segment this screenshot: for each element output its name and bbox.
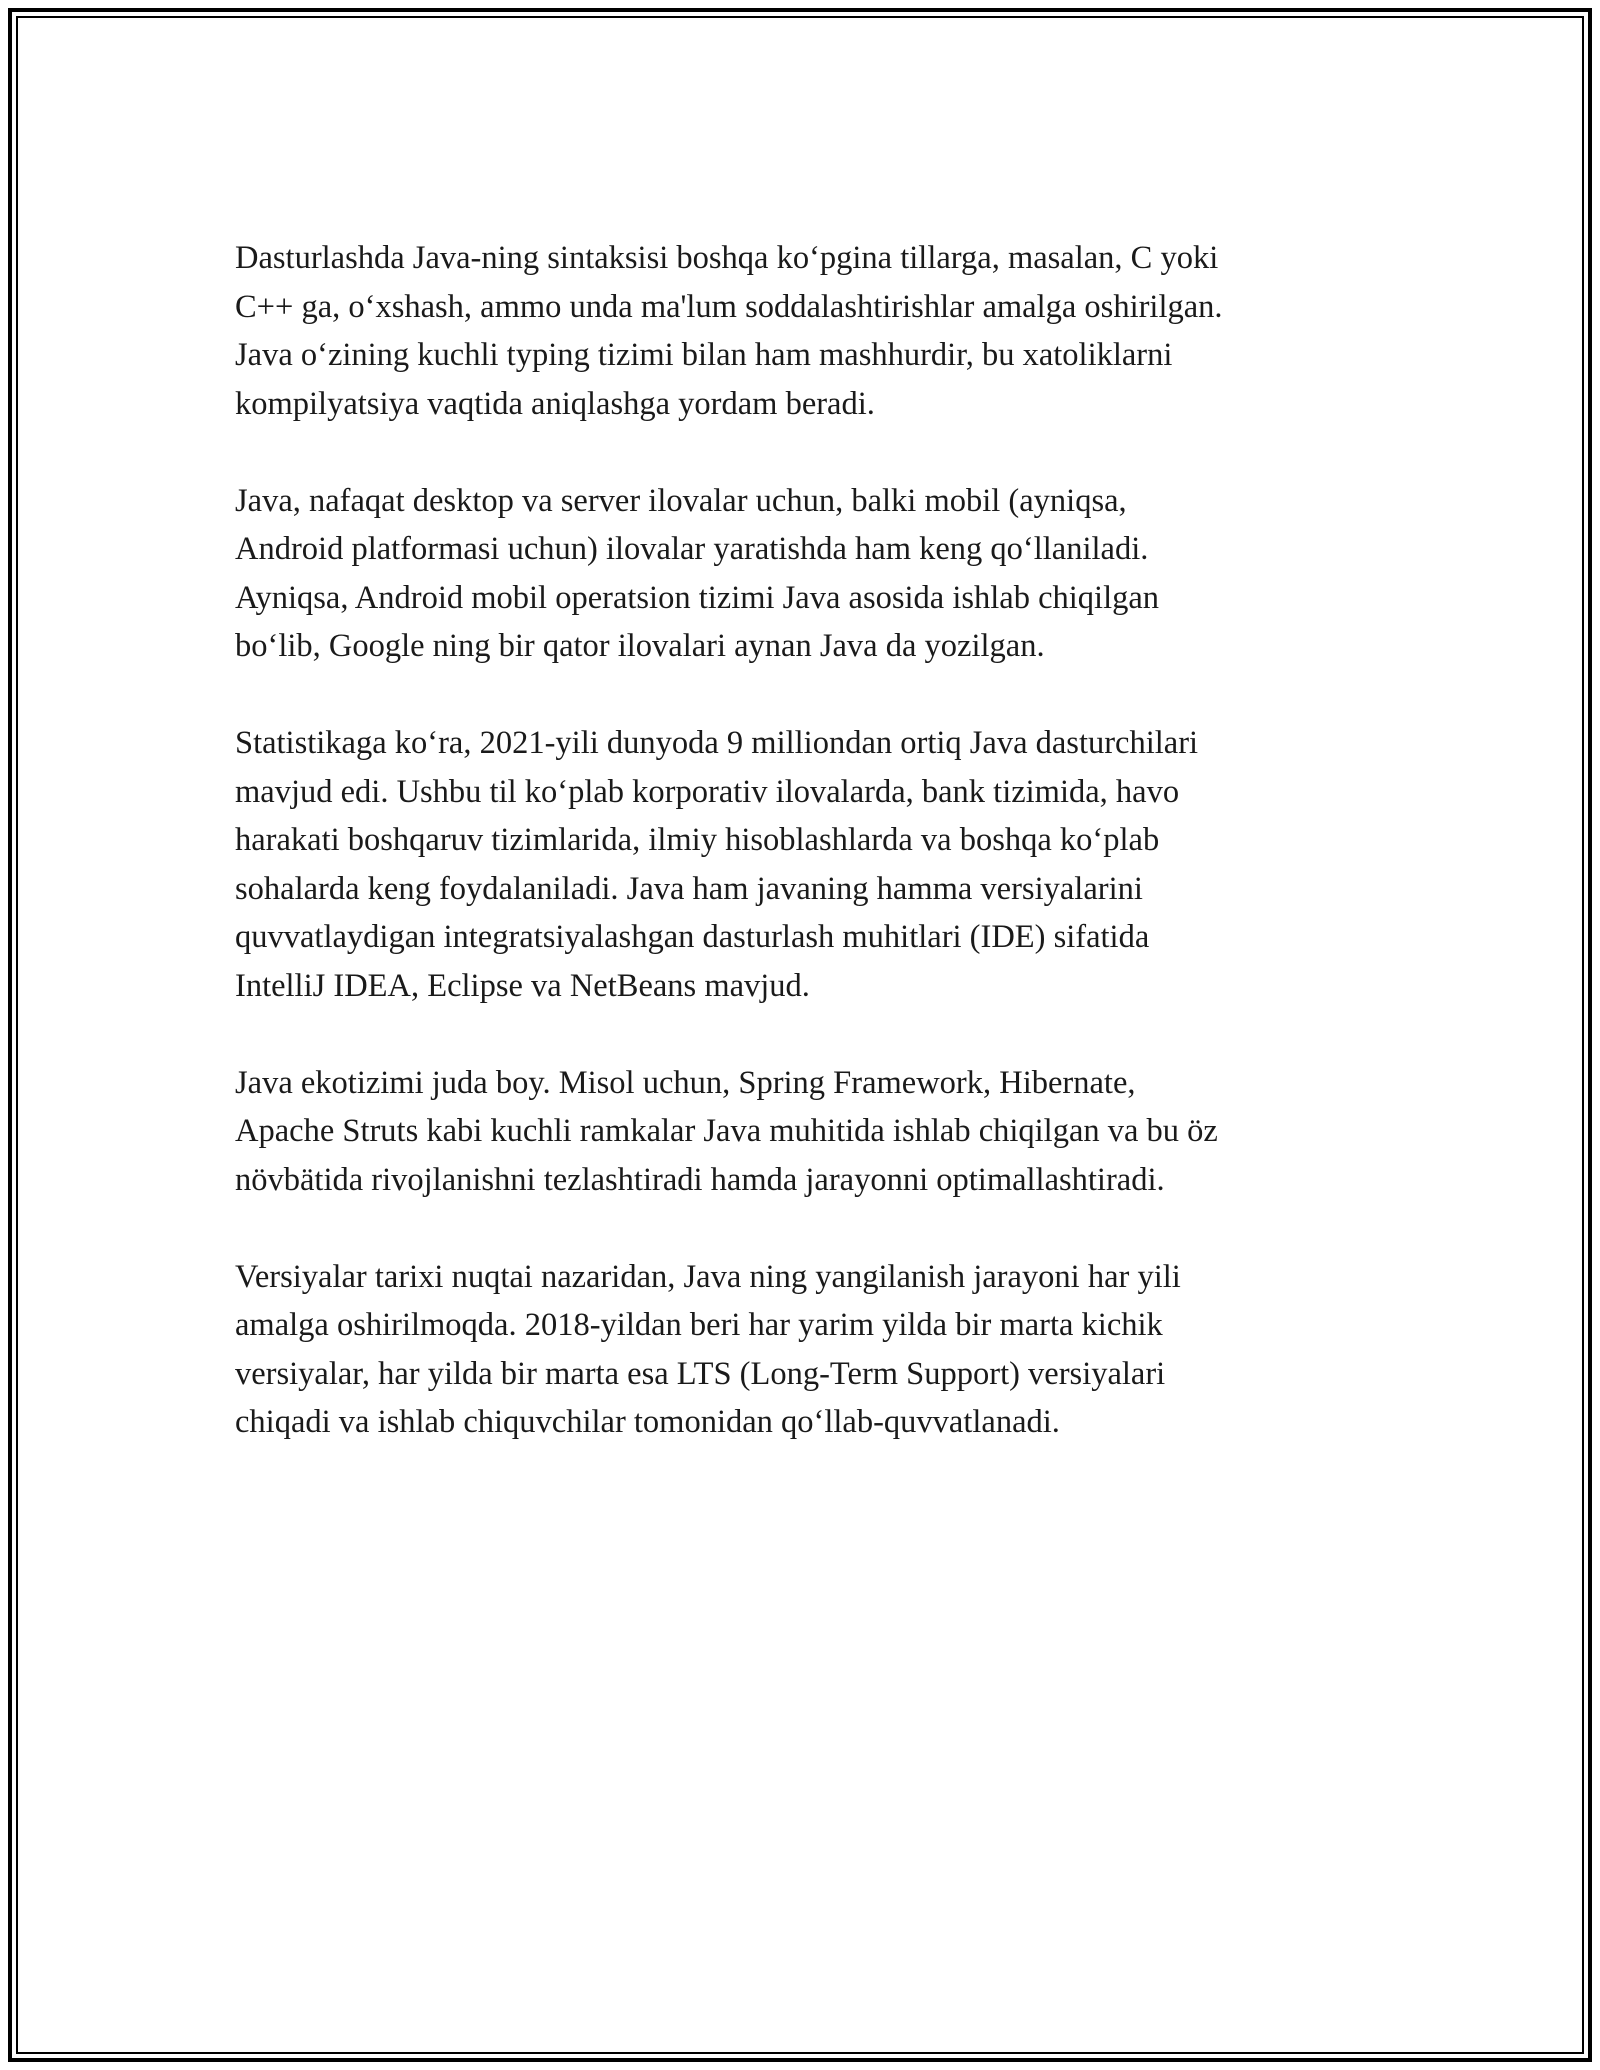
paragraph-java-statistics xyxy=(235,719,1365,1010)
text-line: amalga oshirilmoqda. 2018-yildan beri har yarim yilda bir marta kichik xyxy=(235,1307,1163,1343)
text-line: Ayniqsa, Android mobil operatsion tizimi Java asosida ishlab chiqilgan xyxy=(235,579,1160,616)
text-line: C++ ga, o‘xshash, ammo unda ma'lum soddalashtirishlar amalga oshirilgan. xyxy=(235,288,1223,325)
text-line: harakati boshqaruv tizimlarida, ilmiy hisoblashlarda va boshqa ko‘plab xyxy=(235,822,1160,858)
text-line: Java ekotizimi juda boy. Misol uchun, Spring Framework, Hibernate, xyxy=(235,1064,1136,1101)
text-line: Versiyalar tarixi nuqtai nazaridan, Java ning yangilanish jarayoni har yili xyxy=(235,1258,1181,1295)
text-line: quvvatlaydigan integratsiyalashgan dasturlash muhitlari (IDE) sifatida xyxy=(235,919,1150,955)
text-line: sohalarda keng foydalaniladi. Java ham javaning hamma versiyalarini xyxy=(235,870,1143,907)
text-line: Dasturlashda Java-ning sintaksisi boshqa ko‘pgina tillarga, masalan, C yoki xyxy=(235,240,1219,276)
text-line: Java o‘zining kuchli typing tizimi bilan ham mashhurdir, bu xatoliklarni xyxy=(235,337,1173,373)
text-line: növbätida rivojlanishni tezlashtiradi hamda jarayonni optimallashtiradi. xyxy=(235,1161,1165,1198)
text-line: versiyalar, har yilda bir marta esa LTS (Long-Term Support) versiyalari xyxy=(235,1355,1166,1392)
text-line: chiqadi va ishlab chiquvchilar tomonidan qo‘llab-quvvatlanadi. xyxy=(235,1404,1060,1440)
text-line: bo‘lib, Google ning bir qator ilovalari aynan Java da yozilgan. xyxy=(235,628,1045,664)
text-line: IntelliJ IDEA, Eclipse va NetBeans mavjud. xyxy=(235,967,810,1004)
paragraph-java-ecosystem xyxy=(235,1059,1365,1205)
text-line: Statistikaga ko‘ra, 2021-yili dunyoda 9 milliondan ortiq Java dasturchilari xyxy=(235,725,1199,761)
paragraph-java-syntax xyxy=(235,234,1365,428)
document-body xyxy=(235,234,1365,1495)
paragraph-java-versions xyxy=(235,1253,1365,1447)
text-line: Apache Struts kabi kuchli ramkalar Java muhitida ishlab chiqilgan va bu öz xyxy=(235,1113,1218,1149)
text-line: kompilyatsiya vaqtida aniqlashga yordam beradi. xyxy=(235,385,875,422)
text-line: Java, nafaqat desktop va server ilovalar uchun, balki mobil (ayniqsa, xyxy=(235,482,1127,519)
text-line: mavjud edi. Ushbu til ko‘plab korporativ ilovalarda, bank tizimida, havo xyxy=(235,773,1180,810)
paragraph-java-platforms xyxy=(235,477,1365,671)
text-line: Android platformasi uchun) ilovalar yaratishda ham keng qo‘llaniladi. xyxy=(235,531,1149,567)
